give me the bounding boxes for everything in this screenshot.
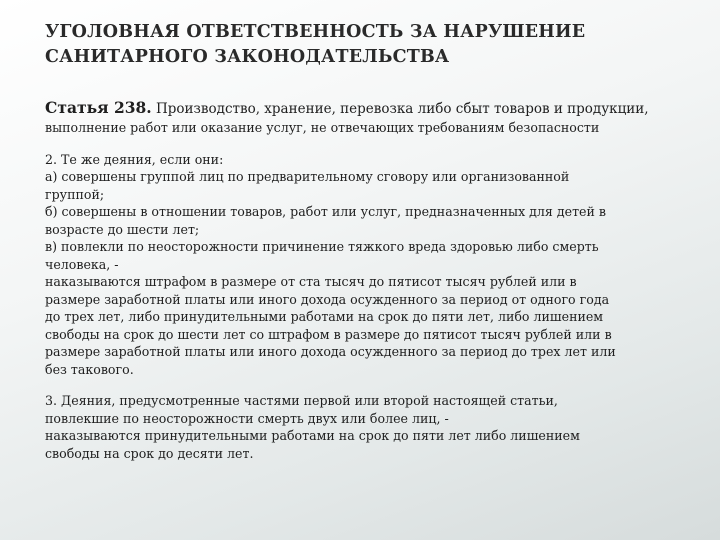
part3-line: наказываются принудительными работами на срок до пяти лет либо лишением xyxy=(45,428,580,443)
part3-line: свободы на срок до десяти лет. xyxy=(45,445,254,461)
part2-line: в) повлекли по неосторожности причинение тяжкого вреда здоровью либо смерть xyxy=(45,239,599,254)
part2-line: б) совершены в отношении товаров, работ или услуг, предназначенных для детей в xyxy=(45,204,606,219)
article-number: Статья 238. xyxy=(45,98,152,117)
part2-line: без такового. xyxy=(45,361,134,377)
part2-line: человека, - xyxy=(45,256,119,272)
part3-line: 3. Деяния, предусмотренные частями первой или второй настоящей статьи, xyxy=(45,393,558,408)
article-heading xyxy=(45,98,695,119)
spacer xyxy=(45,378,695,392)
part2-line: группой; xyxy=(45,186,105,202)
part-2 xyxy=(45,151,695,379)
part2-line: свободы на срок до шести лет со штрафом в размере до пятисот тысяч рублей или в xyxy=(45,326,612,342)
part2-line: а) совершены группой лиц по предварительному сговору или организованной xyxy=(45,169,570,184)
title-line-1: УГОЛОВНАЯ ОТВЕТСТВЕННОСТЬ ЗА НАРУШЕНИЕ xyxy=(45,22,586,42)
part2-line: размере заработной платы или иного дохода осужденного за период до трех лет или xyxy=(45,344,616,359)
article-heading-line-2: выполнение работ или оказание услуг, не отвечающих требованиям безопасности xyxy=(45,120,600,135)
part2-line: до трех лет, либо принудительными работами на срок до пяти лет, либо лишением xyxy=(45,309,604,324)
part2-line: размере заработной платы или иного дохода осужденного за период от одного года xyxy=(45,291,610,307)
part2-line: наказываются штрафом в размере от ста тысяч до пятисот тысяч рублей или в xyxy=(45,274,577,289)
article-heading-text: Производство, хранение, перевозка либо сбыт товаров и продукции, xyxy=(151,101,649,117)
spacer xyxy=(45,137,695,151)
part3-line: повлекшие по неосторожности смерть двух или более лиц, - xyxy=(45,410,449,426)
title-line-2: САНИТАРНОГО ЗАКОНОДАТЕЛЬСТВА xyxy=(45,47,450,67)
page-title xyxy=(45,20,685,70)
part2-line: 2. Те же деяния, если они: xyxy=(45,151,224,167)
part2-line: возрасте до шести лет; xyxy=(45,221,200,237)
article-body xyxy=(45,98,695,462)
part-3 xyxy=(45,392,695,462)
